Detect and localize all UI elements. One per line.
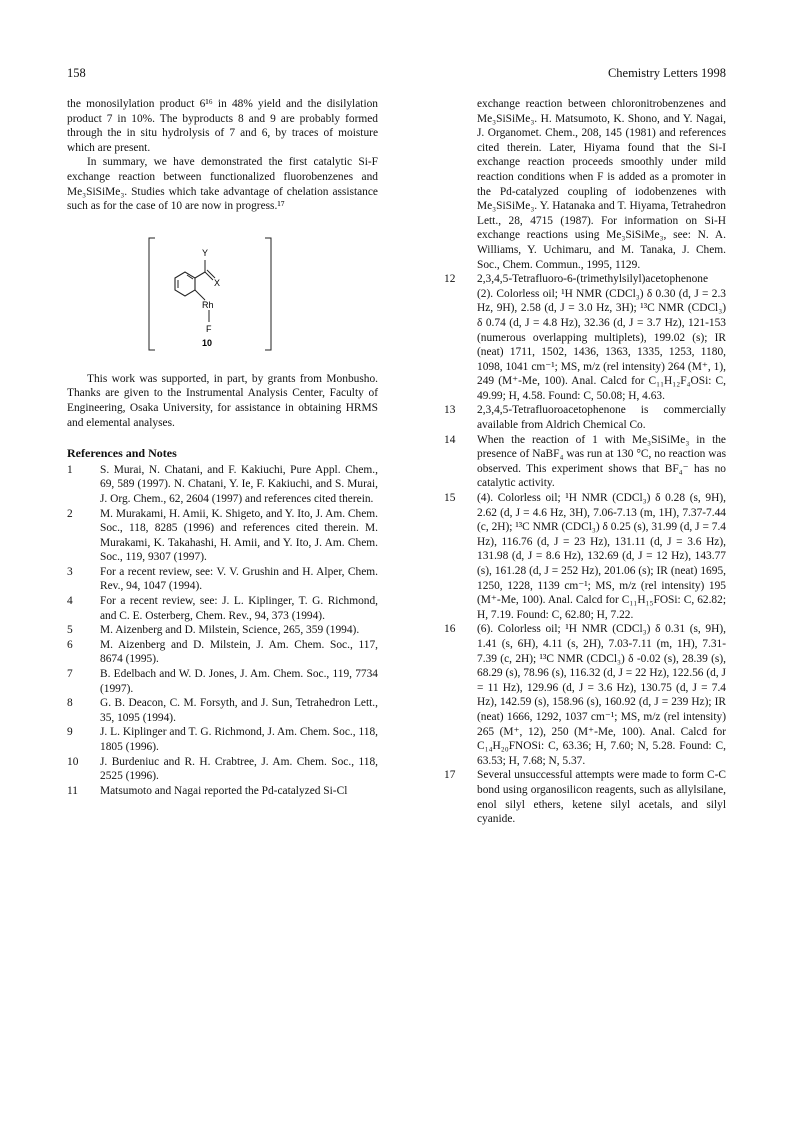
reference-number: 13	[444, 404, 456, 417]
reference-number: 7	[67, 668, 73, 681]
journal-running-head: Chemistry Letters 1998	[607, 66, 726, 80]
reference-item	[67, 594, 378, 623]
body-text	[67, 97, 378, 214]
reference-number: 10	[67, 755, 79, 768]
reference-number: 15	[444, 492, 456, 505]
reference-item	[444, 622, 726, 768]
reference-number: 3	[67, 565, 73, 578]
body-paragraph: In summary, we have demonstrated the first catalytic Si-F exchange reaction between functionalized fluorobenzenes and Me₃SiSiMe₃. Studies which take advantage of chelation assistance such as for the case of 10 are now in progress.¹⁷	[67, 156, 378, 213]
reference-text: 2,3,4,5-Tetrafluoro-6-(trimethylsilyl)acetophenone (2). Colorless oil; ¹H NMR (CDCl₃) δ 0.30 (d, J = 2.3 Hz, 9H), 2.58 (d, J = 3.0 Hz, 3H); ¹³C NMR (CDCl₃) δ 0.74 (d, J = 4.8 Hz), 32.36 (d, J = 3.7 Hz), 121-153 (numerous overlapping multiplets), 199.02 (s); IR (neat) 1711, 1502, 1436, 1363, 1335, 1253, 1180, 1098, 1041 cm⁻¹; MS, m/z (rel intensity) 264 (M⁺, 1), 249 (M⁺-Me, 100). Anal. Calcd for C₁₁H₁₂F₄OSi: C, 49.99; H, 4.58. Found: C, 50.08; H, 4.63.	[477, 273, 726, 402]
reference-number: 17	[444, 769, 456, 782]
reference-item	[67, 623, 378, 638]
reference-text: M. Murakami, H. Amii, K. Shigeto, and Y. Ito, J. Am. Chem. Soc., 118, 8285 (1996) and references cited therein. M. Murakami, K. Takahashi, H. Amii, and Y. Ito, J. Am. Chem. Soc., 119, 9307 (1997).	[100, 507, 378, 564]
compound-label: 10	[202, 337, 213, 348]
reference-text: Matsumoto and Nagai reported the Pd-catalyzed Si-Cl	[100, 784, 348, 797]
reference-list-left	[67, 463, 378, 799]
reference-item	[444, 403, 726, 432]
reference-text: exchange reaction between chloronitrobenzenes and Me₃SiSiMe₃. H. Matsumoto, K. Shono, and Y. Nagai, J. Organomet. Chem., 208, 145 (1981) and references cited therein. Later, Hiyama found that the Si-I exchange reaction proceeds smoothly under mild reaction conditions when F is added as a promoter in the Pd-catalyzed coupling of iodobenzenes with Me₃SiSiMe₃. Y. Hatanaka and T. Hiyama, Tetrahedron Lett., 28, 4715 (1987). For information on Si-H exchange reactions using Me₃SiSiMe₃, see: N. A. Williams, Y. Uchimaru, and M. Tanaka, J. Chem. Soc., Chem. Commun., 1995, 1129.	[477, 98, 726, 271]
reference-item	[67, 755, 378, 784]
reference-number: 1	[67, 463, 73, 476]
reference-text: Several unsuccessful attempts were made to form C-C bond using organosilicon reagents, such as allylsilane, enol silyl ethers, ketene silyl acetals, and silyl cyanide.	[477, 769, 726, 826]
references-heading: References and Notes	[67, 446, 177, 461]
reference-text: M. Aizenberg and D. Milstein, Science, 265, 359 (1994).	[100, 624, 360, 637]
reference-item	[444, 491, 726, 622]
chemical-structure-diagram	[147, 234, 297, 354]
acknowledgment: This work was supported, in part, by grants from Monbusho. Thanks are given to the Instrumental Analysis Center, Faculty of Engineering, Osaka University, for assistance in obtaining HRMS and elemental analyses.	[67, 372, 378, 429]
atom-rh-label: Rh	[202, 299, 214, 310]
reference-number: 6	[67, 638, 73, 651]
reference-text: B. Edelbach and W. D. Jones, J. Am. Chem. Soc., 119, 7734 (1997).	[100, 668, 378, 695]
left-column	[67, 97, 378, 798]
reference-item-continued	[444, 97, 726, 272]
reference-number: 9	[67, 726, 73, 739]
body-paragraph: the monosilylation product 6¹⁶ in 48% yield and the disilylation product 7 in 10%. The byproducts 8 and 9 are probably formed through the in situ hydrolysis of 7 and 6, by traces of moisture which are present.	[67, 98, 378, 154]
reference-text: J. Burdeniuc and R. H. Crabtree, J. Am. Chem. Soc., 118, 2525 (1996).	[100, 755, 378, 783]
reference-text: G. B. Deacon, C. M. Forsyth, and J. Sun, Tetrahedron Lett., 35, 1095 (1994).	[100, 697, 378, 724]
atom-y-label: Y	[202, 247, 209, 258]
reference-item	[67, 565, 378, 594]
reference-text: 2,3,4,5-Tetrafluoroacetophenone is commercially available from Aldrich Chemical Co.	[477, 404, 726, 432]
reference-number: 4	[67, 595, 73, 608]
page-number: 158	[67, 66, 86, 80]
reference-item	[444, 433, 726, 491]
reference-number: 11	[67, 784, 78, 797]
reference-number: 14	[444, 433, 456, 446]
reference-item	[67, 725, 378, 754]
reference-text: (4). Colorless oil; ¹H NMR (CDCl₃) δ 0.28 (s, 9H), 2.62 (d, J = 4.6 Hz, 3H), 7.06-7.13 (m, 1H), 7.37-7.44 (c, 2H); ¹³C NMR (CDCl₃) δ 0.25 (s), 31.99 (d, J = 7.4 Hz), 116.76 (d, J = 23 Hz), 131.11 (d, J = 3.6 Hz), 131.98 (d, J = 8.6 Hz), 132.69 (d, J = 12 Hz), 143.77 (s), 161.28 (d, J = 252 Hz), 201.06 (s); IR (neat) 1695, 1250, 1228, 1139 cm⁻¹; MS, m/z (rel intensity) 195 (M⁺-Me, 100). Anal. Calcd for C₁₁H₁₅FOSi: C, 62.82; H, 7.19. Found: C, 62.80; H, 7.22.	[477, 492, 726, 621]
reference-number: 2	[67, 507, 73, 520]
reference-text: For a recent review, see: J. L. Kiplinger, T. G. Richmond, and C. E. Osterberg, Chem. Rev., 94, 373 (1994).	[100, 595, 378, 622]
right-column	[444, 97, 726, 827]
atom-x-label: X	[214, 277, 221, 288]
reference-item	[444, 272, 726, 403]
reference-text: M. Aizenberg and D. Milstein, J. Am. Chem. Soc., 117, 8674 (1995).	[100, 638, 378, 666]
reference-number: 16	[444, 623, 456, 636]
reference-text: When the reaction of 1 with Me₃SiSiMe₃ in the presence of NaBF₄ was run at 130 °C, no reaction was observed. This experiment shows that BF₄⁻ has no catalytic activity.	[477, 433, 726, 490]
reference-text: (6). Colorless oil; ¹H NMR (CDCl₃) δ 0.31 (s, 9H), 1.41 (s, 6H), 4.11 (s, 2H), 7.03-7.11 (m, 1H), 7.31-7.39 (c, 2H); ¹³C NMR (CDCl₃) δ -0.02 (s), 28.39 (s), 68.29 (s), 78.96 (s), 116.32 (d, J = 22 Hz), 122.56 (d, J = 11 Hz), 129.96 (d, J = 3.6 Hz), 130.75 (d, J = 7.4 Hz), 142.59 (s), 158.96 (s), 160.92 (d, J = 239 Hz); IR (neat) 1666, 1292, 1037 cm⁻¹; MS, m/z (rel intensity) 265 (M⁺, 12), 250 (M⁺-Me, 100). Anal. Calcd for C₁₄H₂₀FNOSi: C, 63.36; H, 7.60; N, 5.28. Found: C, 63.53; H, 7.68; N, 5.37.	[477, 623, 726, 767]
reference-item	[67, 696, 378, 725]
reference-item	[444, 768, 726, 826]
atom-f-label: F	[206, 323, 212, 334]
compound-10-structure	[67, 234, 378, 354]
reference-item	[67, 784, 378, 799]
reference-item	[67, 463, 378, 507]
reference-text: J. L. Kiplinger and T. G. Richmond, J. Am. Chem. Soc., 118, 1805 (1996).	[100, 726, 378, 753]
reference-item	[67, 507, 378, 565]
reference-number: 12	[444, 273, 456, 286]
reference-item	[67, 667, 378, 696]
reference-number: 8	[67, 697, 73, 710]
reference-item	[67, 638, 378, 667]
reference-text: S. Murai, N. Chatani, and F. Kakiuchi, Pure Appl. Chem., 69, 589 (1997). N. Chatani, Y. Ie, F. Kakiuchi, and S. Murai, J. Org. Chem., 62, 2604 (1997) and references cited therein.	[100, 463, 378, 505]
reference-text: For a recent review, see: V. V. Grushin and H. Alper, Chem. Rev., 94, 1047 (1994).	[100, 565, 378, 593]
reference-number: 5	[67, 624, 73, 637]
